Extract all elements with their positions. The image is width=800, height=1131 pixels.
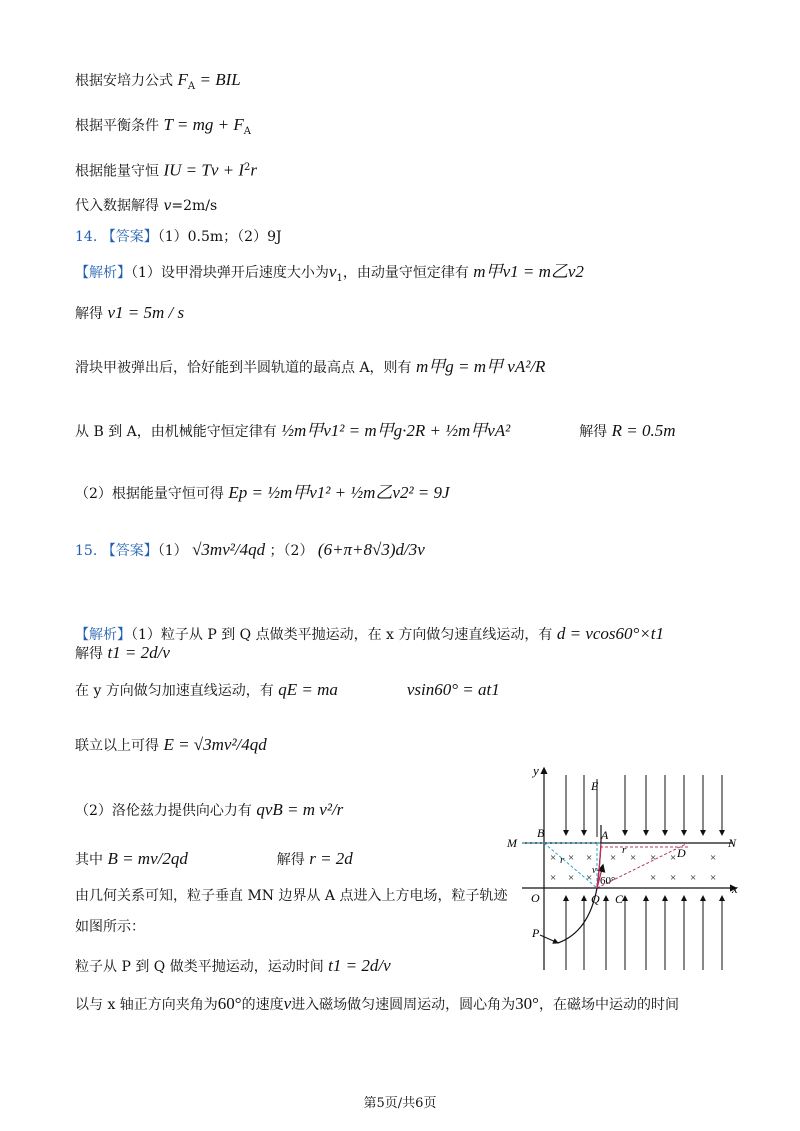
q14-analysis-5: （2）根据能量守恒可得 Ep = ½m甲v1² + ½m乙v2² = 9J <box>75 483 450 502</box>
e-label: E <box>591 779 599 793</box>
svg-text:×: × <box>586 852 593 864</box>
svg-text:×: × <box>650 852 657 864</box>
q14-answer: 14. 【答案】（1）0.5m；（2）9J <box>75 229 282 245</box>
lower-field-lines <box>566 896 722 970</box>
q15-analysis-1: 【解析】（1）粒子从 P 到 Q 点做类平抛运动，在 x 方向做匀速直线运动，有 d = vcos60°×t1 <box>75 624 665 643</box>
p-arrow <box>540 935 558 943</box>
label-r1: r <box>560 854 565 866</box>
q15-analysis-10: 以与 x 轴正方向夹角为60°的速度v进入磁场做匀速圆周运动，圆心角为30°，在磁场中运动的时间 <box>75 994 679 1013</box>
q15-analysis-6: 其中 B = mv/2qd 解得 r = 2d <box>75 849 353 868</box>
label-N: N <box>728 836 737 850</box>
label-D: D <box>677 846 686 860</box>
svg-text:×: × <box>710 852 717 864</box>
field-diagram <box>500 765 745 975</box>
q15-analysis-5: （2）洛伦兹力提供向心力有 qvB = m v²/r <box>75 800 344 819</box>
q15-analysis-8: 如图所示： <box>75 919 145 935</box>
label-A: A <box>601 828 609 842</box>
q15-analysis-3: 在 y 方向做匀加速直线运动，有 qE = ma vsin60° = at1 <box>75 680 500 699</box>
svg-text:×: × <box>550 852 557 864</box>
svg-text:×: × <box>690 872 697 884</box>
q14-analysis-2: 解得 v1 = 5m / s <box>75 303 185 322</box>
momentum-formula: m甲v1 = m乙v2 <box>473 262 584 281</box>
label-Q: Q <box>591 892 600 906</box>
label-P: P <box>532 926 540 940</box>
label-C: C <box>615 892 624 906</box>
svg-text:×: × <box>650 872 657 884</box>
label-M: M <box>507 836 517 850</box>
q15-analysis-4: 联立以上可得 E = √3mv²/4qd <box>75 735 267 754</box>
q14-analysis-1: 【解析】（1）设甲滑块弹开后速度大小为$v_1$，由动量守恒定律有 m甲v1 = m乙v2 <box>75 262 584 284</box>
q15-answer: 15. 【答案】（1） √3mv²/4qd ；（2） (6+π+8√3)d/3v <box>75 540 425 559</box>
svg-text:×: × <box>630 852 637 864</box>
svg-text:×: × <box>670 872 677 884</box>
svg-text:×: × <box>586 872 593 884</box>
label-O: O <box>531 891 540 905</box>
label-v: v <box>592 865 597 876</box>
q15-analysis-2: 解得 t1 = 2d/v <box>75 643 170 662</box>
svg-text:×: × <box>550 872 557 884</box>
line-result-v: 代入数据解得 v=2m/s <box>75 198 218 214</box>
label-B: B <box>537 826 545 840</box>
q14-analysis-3: 滑块甲被弹出后，恰好能到半圆轨道的最高点 A，则有 m甲g = m甲 vA²/R <box>75 357 546 376</box>
svg-text:×: × <box>568 852 575 864</box>
magnetic-crosses <box>550 852 716 884</box>
svg-text:×: × <box>568 872 575 884</box>
y-label: y <box>533 765 539 778</box>
q14-analysis-4: 从 B 到 A，由机械能守恒定律有 ½m甲v1² = m甲g·2R + ½m甲vA² 解得 R = 0.5m <box>75 421 676 440</box>
q15-analysis-7: 由几何关系可知，粒子垂直 MN 边界从 A 点进入上方电场，粒子轨迹 <box>75 888 508 904</box>
label-angle: 60° <box>600 875 616 887</box>
line-balance: 根据平衡条件 T = mg + $F_A$ <box>75 115 251 137</box>
line-ampere-force: 根据安培力公式 $F_A$ = BIL <box>75 70 241 92</box>
svg-text:×: × <box>610 852 617 864</box>
page-footer: 第5页/共6页 <box>363 1096 437 1111</box>
svg-text:×: × <box>710 872 717 884</box>
q15-analysis-9: 粒子从 P 到 Q 做类平抛运动，运动时间 t1 = 2d/v <box>75 956 391 975</box>
line-energy-conservation: 根据能量守恒 IU = $Tv + I^2r$ <box>75 160 257 180</box>
label-r2: r <box>622 844 627 856</box>
svg-text:×: × <box>670 852 677 864</box>
x-label: x <box>732 881 738 896</box>
upper-field-lines <box>566 775 722 835</box>
